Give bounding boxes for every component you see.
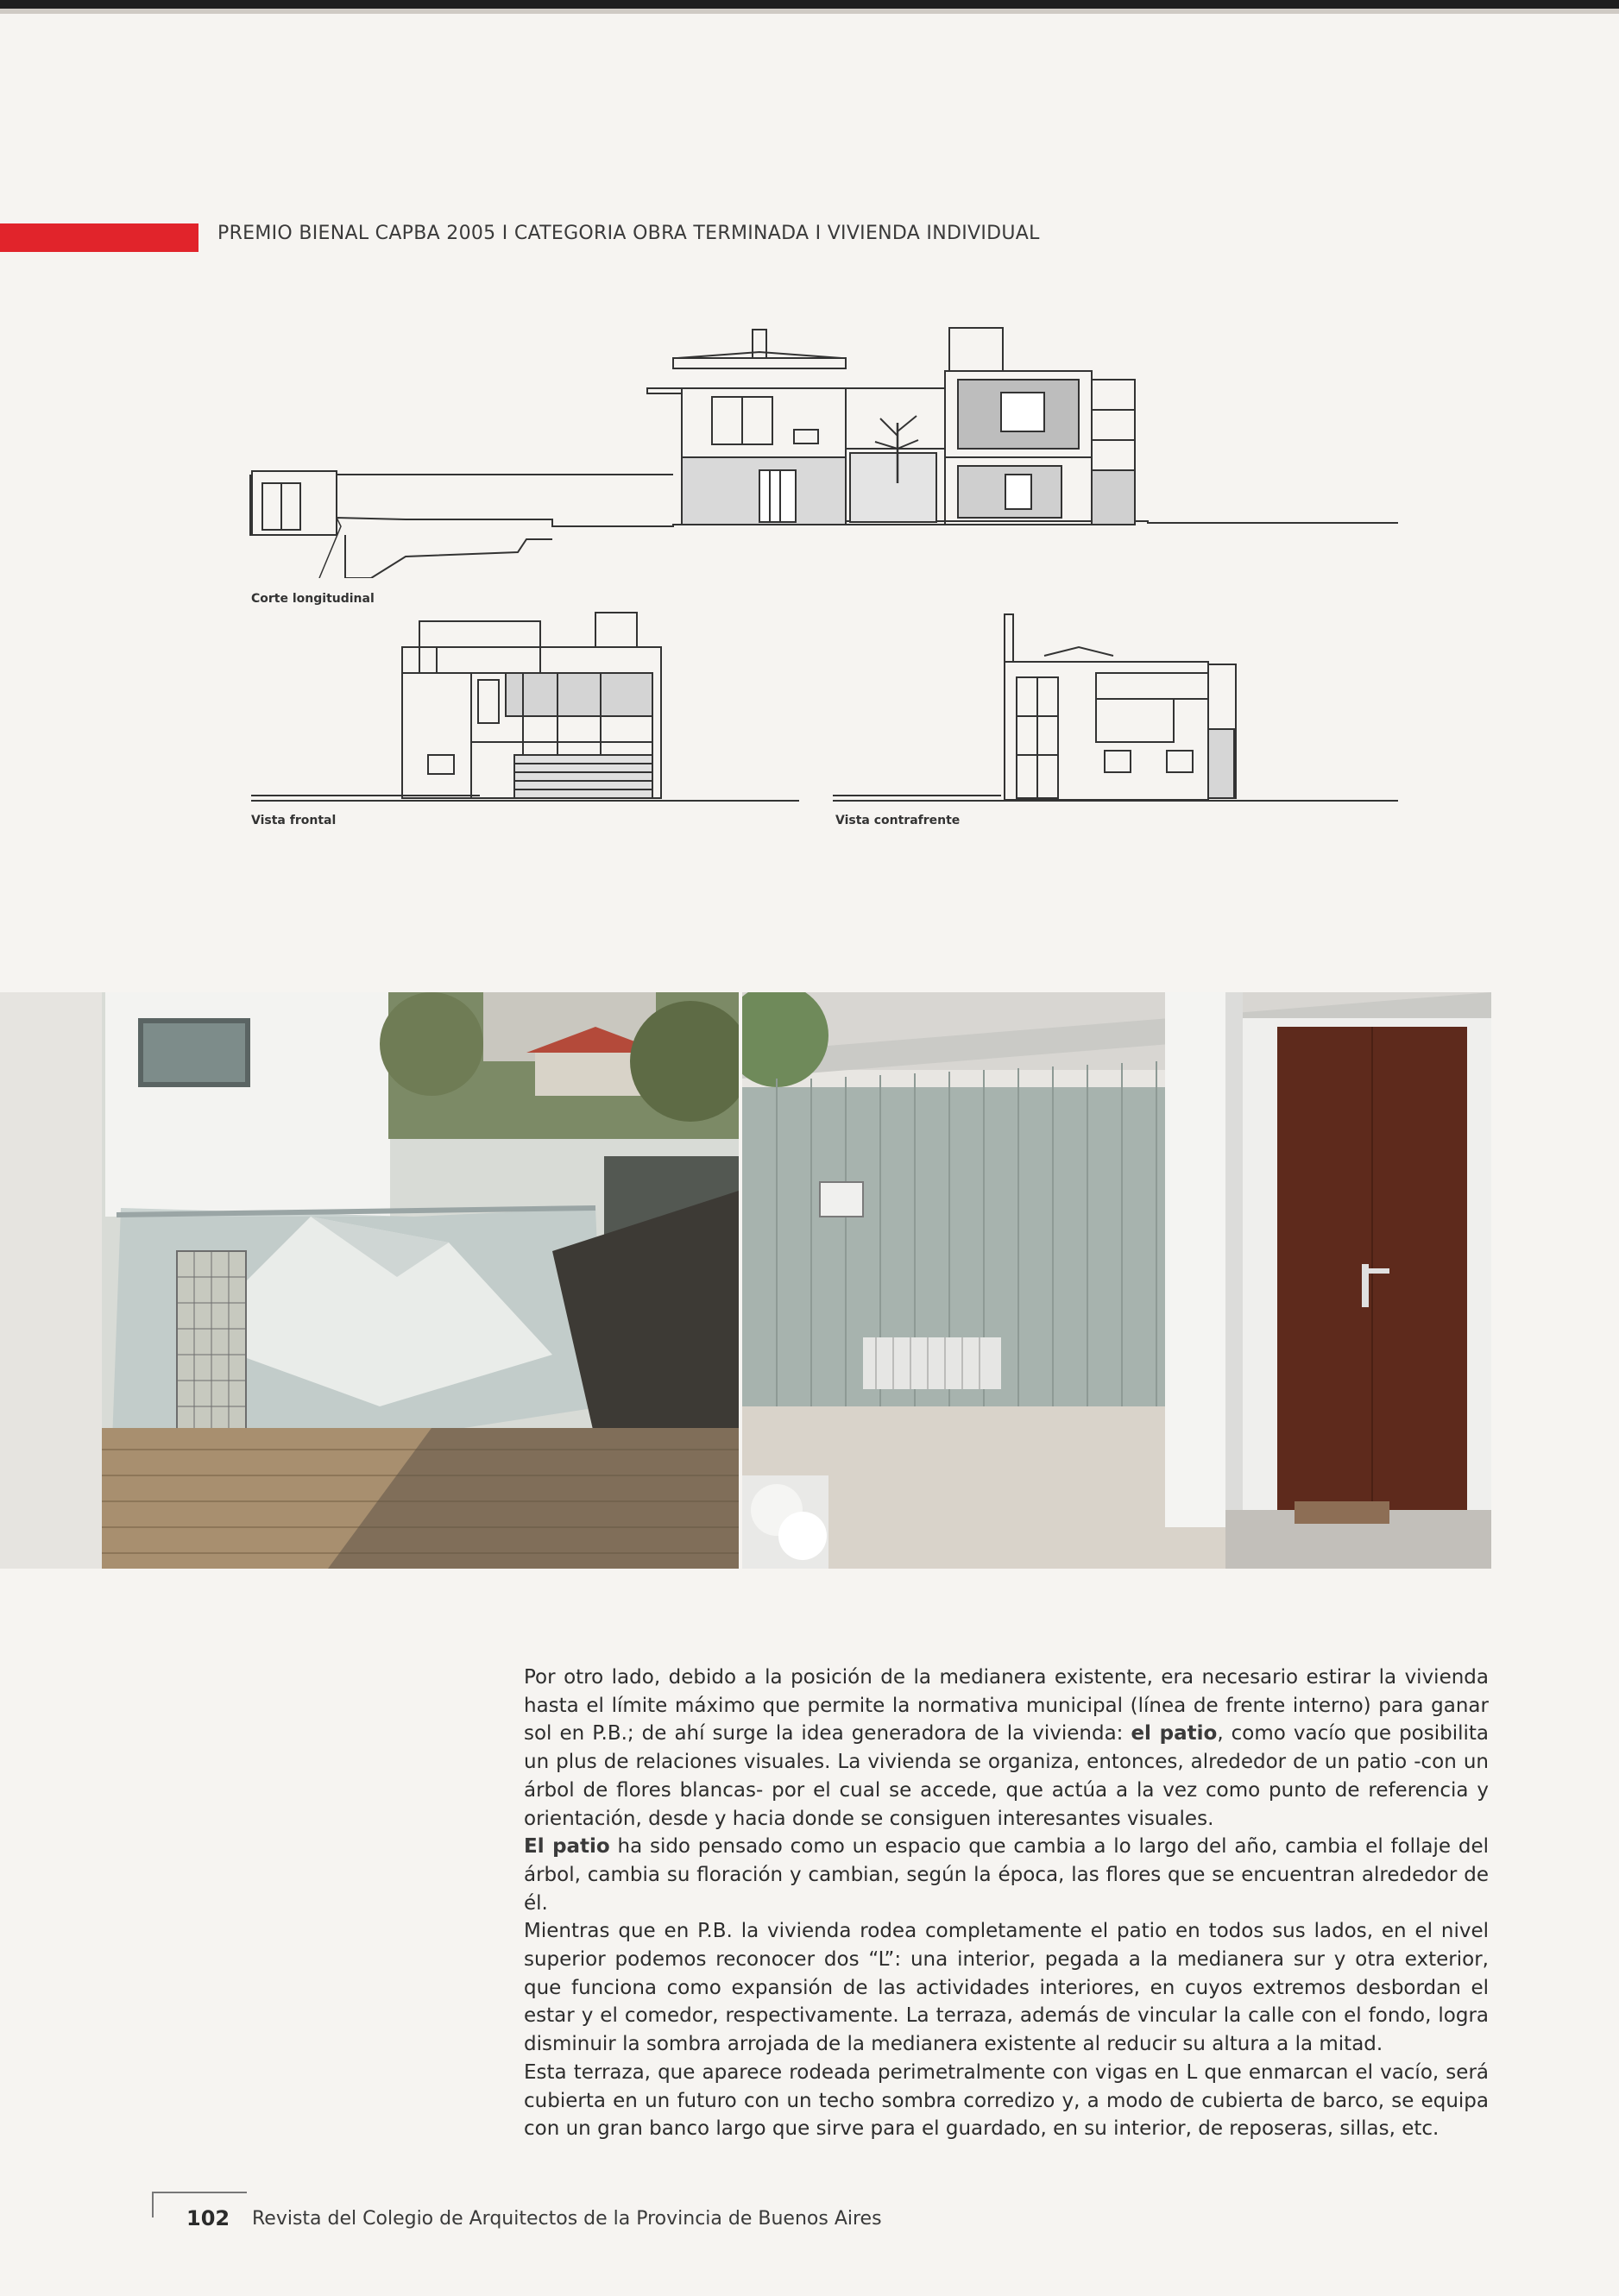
paragraph-1-bold: el patio [1131, 1722, 1218, 1746]
paragraph-2 [524, 1833, 1489, 1917]
publication-name: Revista del Colegio de Arquitectos de la Provincia de Buenos Aires [252, 2208, 882, 2230]
corte-longitudinal-drawing [242, 319, 1407, 578]
paragraph-4: Esta terraza, que aparece rodeada perimetralmente con vigas en L que enmarcan el vacío, será cubierta en un futuro con un techo sombra corredizo y, a modo de cubierta de barco, se equipa con un gran banco largo que sirve para el guardado, en su interior, de reposeras, sillas, etc. [524, 2060, 1489, 2141]
paragraph-1 [524, 1664, 1489, 1833]
vista-frontal-caption: Vista frontal [251, 814, 337, 827]
paragraph-2-bold: El patio [524, 1835, 610, 1859]
terrace-photo [0, 992, 739, 1569]
article-body [524, 1664, 1489, 2143]
vista-contrafrente-caption: Vista contrafrente [835, 814, 961, 827]
vista-frontal-drawing [247, 604, 808, 807]
page-number: 102 [186, 2206, 230, 2230]
paragraph-3: Mientras que en P.B. la vivienda rodea completamente el patio en todos sus lados, en el nivel superior podemos reconocer dos “L”: una interior, pegada a la medianera sur y otra exterior, que funciona como expansión de las actividades interiores, en cuyos extremos desbordan el estar y el comedor, respectivamente. La terraza, además de vincular la calle con el fondo, logra disminuir la sombra arrojada de la medianera existente al reducir su altura a la mitad. [524, 1920, 1489, 2056]
entrance-photo [742, 992, 1491, 1569]
vista-contrafrente-drawing [828, 604, 1407, 807]
top-border-shadow [0, 9, 1619, 14]
section-header: PREMIO BIENAL CAPBA 2005 I CATEGORIA OBRA TERMINADA I VIVIENDA INDIVIDUAL [217, 223, 1040, 244]
top-border [0, 0, 1619, 9]
paragraph-2-text: ha sido pensado como un espacio que cambia a lo largo del año, cambia el follaje del árbol, cambia su floración y cambian, según la época, las flores que se encuentran alrededor de él. [524, 1835, 1489, 1915]
footer-rule [152, 2192, 154, 2217]
footer-rule-horizontal [152, 2192, 247, 2193]
paragraph-1-start: Por otro lado, debido a la posición de la medianera existente, era necesario estirar la vivienda hasta el límite máximo que permite la normativa municipal (línea de frente interno) para ganar sol en P.B.; de ahí surge la idea generadora de la vivienda: [524, 1666, 1489, 1746]
corte-longitudinal-caption: Corte longitudinal [251, 592, 375, 606]
section-accent-bar [0, 223, 198, 252]
paragraph-1-end: , como vacío que posibilita un plus de relaciones visuales. La vivienda se organiza, entonces, alrededor de un patio -con un árbol de flores blancas- por el cual se accede, que actúa a la vez como punto de referencia y orientación, desde y hacia donde se consiguen interesantes visuales. [524, 1722, 1489, 1830]
